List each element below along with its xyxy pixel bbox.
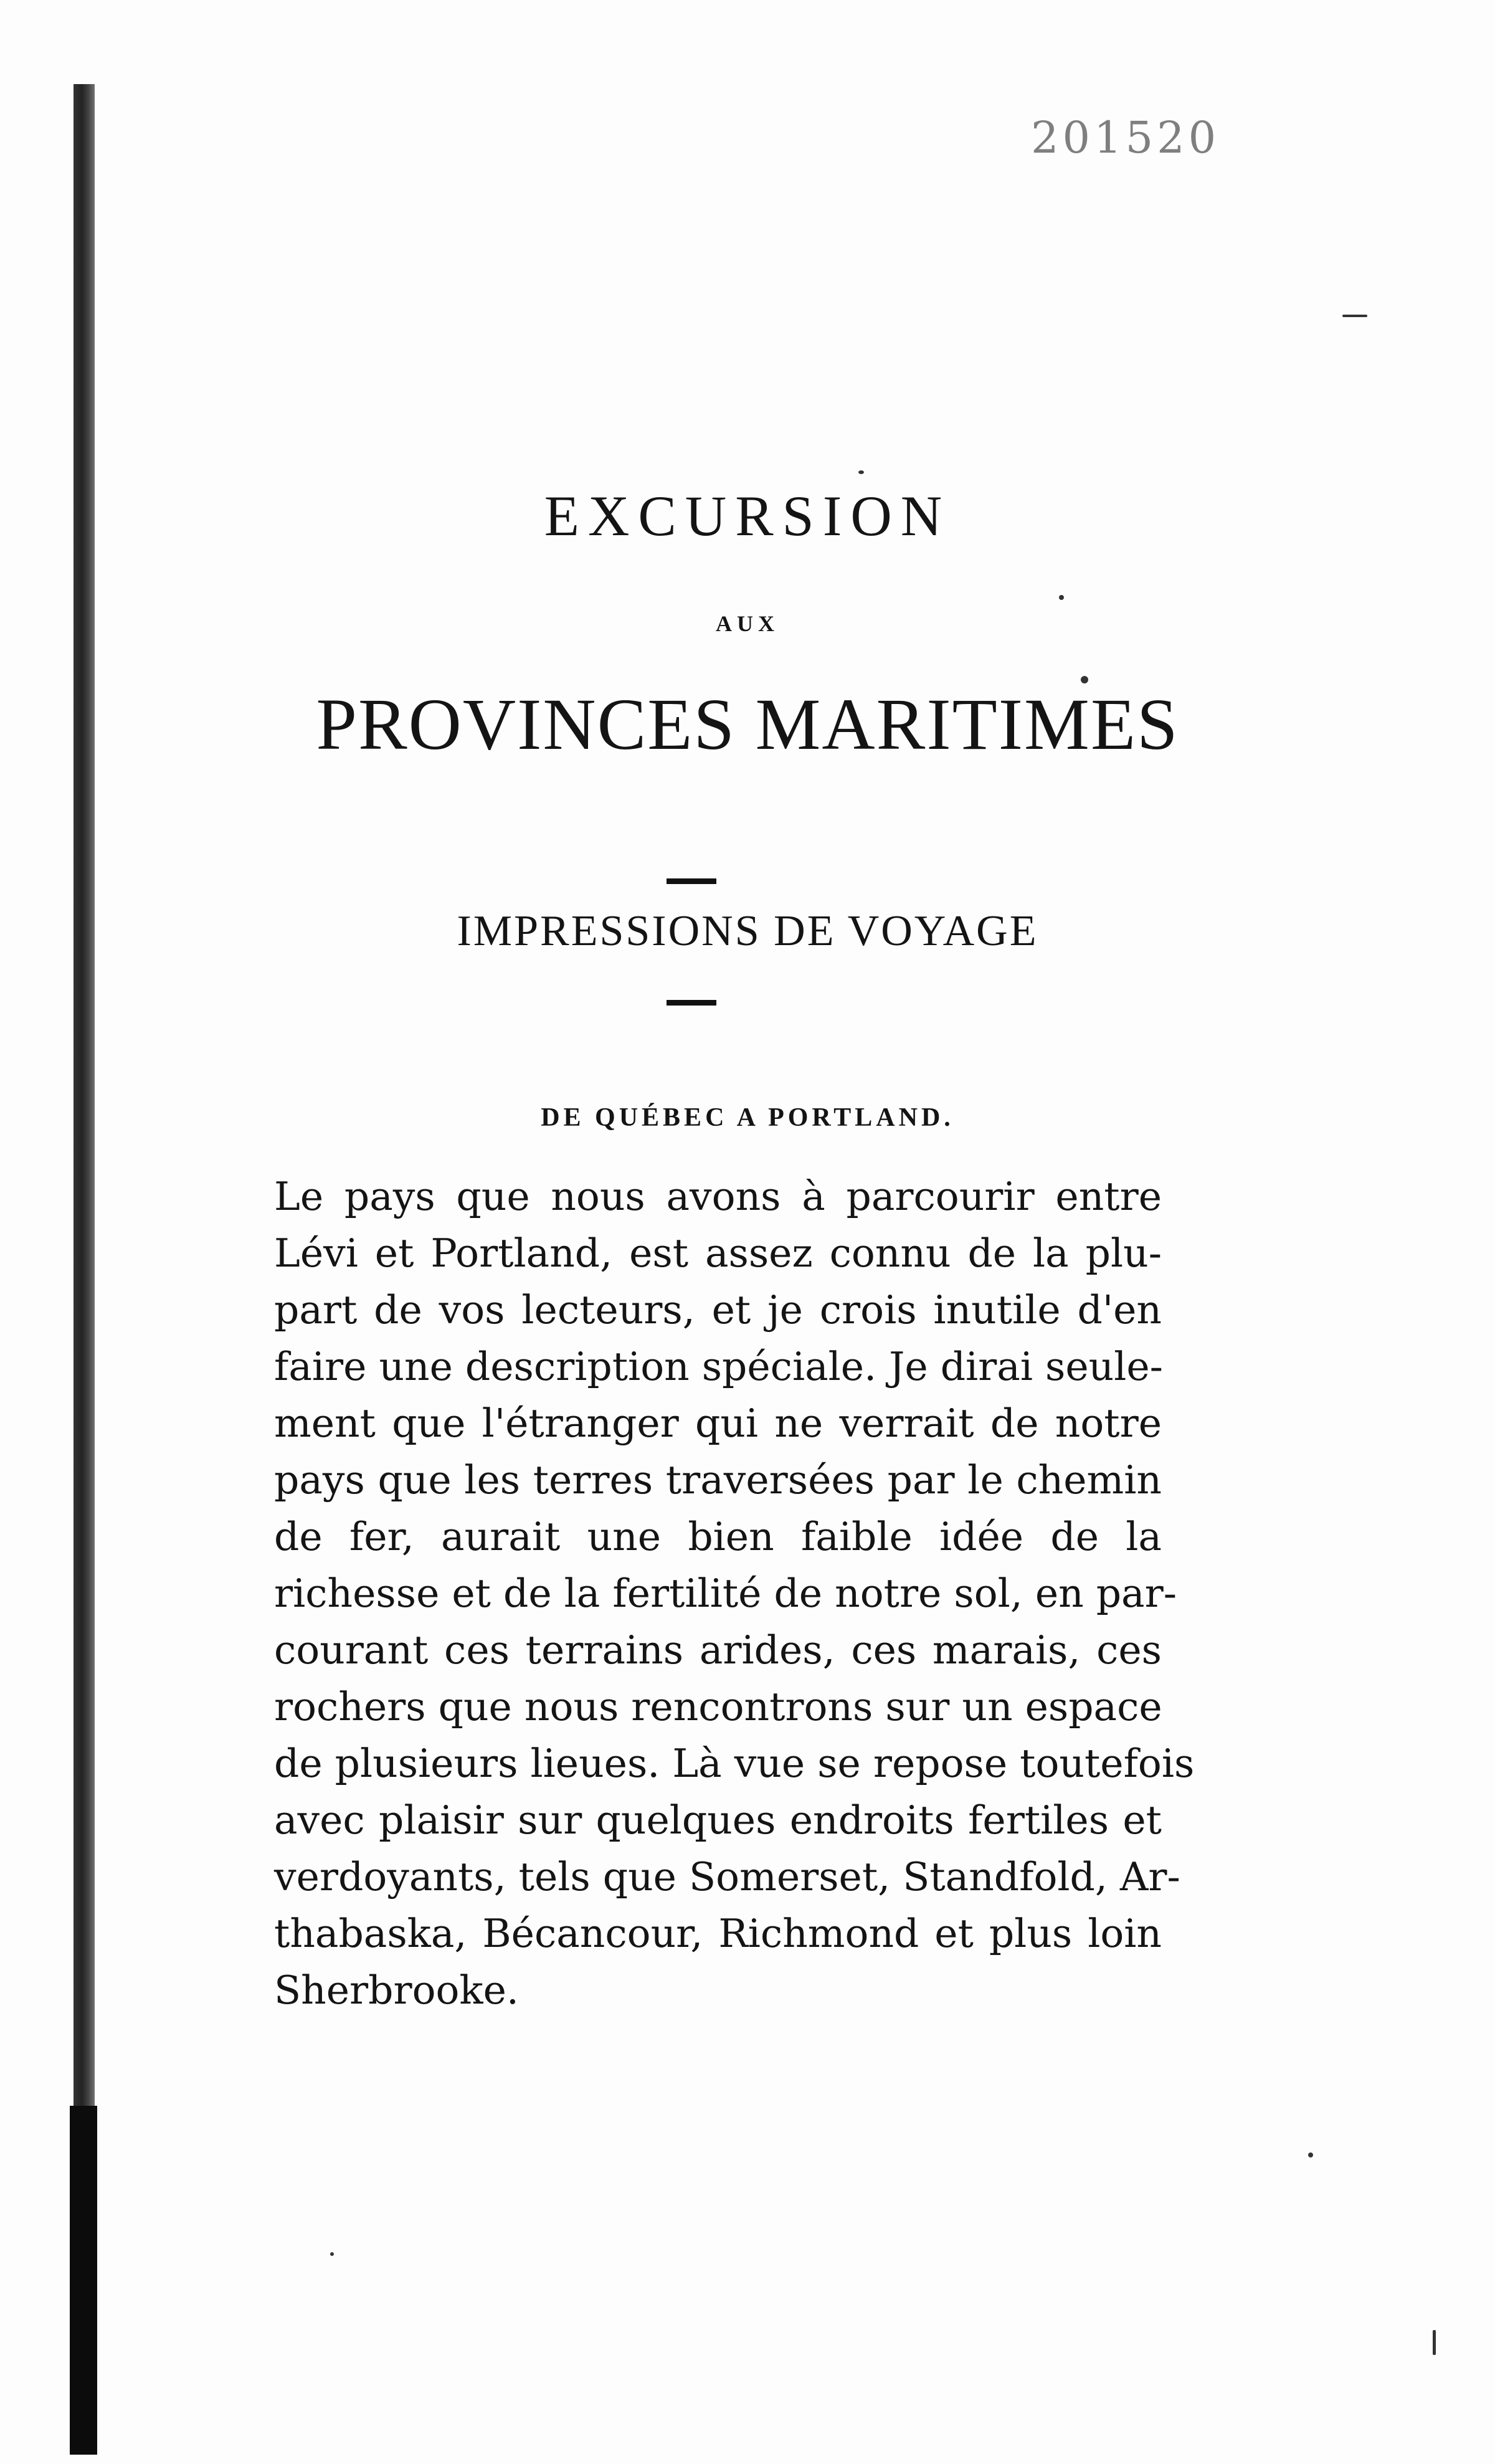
- paragraph-line: pays que les terres traversées par le chemin: [274, 1457, 1162, 1503]
- page-binding-shadow: [70, 2106, 97, 2455]
- scan-speck: [1059, 595, 1064, 600]
- paragraph-line: part de vos lecteurs, et je crois inutile d'en: [274, 1287, 1162, 1333]
- title-rule-top: [667, 878, 716, 884]
- title-connector: AUX: [716, 611, 779, 636]
- paragraph-line: de fer, aurait une bien faible idée de la: [274, 1514, 1162, 1559]
- book-subtitle: IMPRESSIONS DE VOYAGE: [457, 907, 1038, 955]
- page-binding-edge: [74, 84, 95, 2452]
- paragraph-line: richesse et de la fertilité de notre sol, en par-: [274, 1571, 1177, 1616]
- paragraph-line: avec plaisir sur quelques endroits fertiles et: [274, 1797, 1162, 1843]
- scan-speck: [330, 2252, 334, 2256]
- paragraph-line: Lévi et Portland, est assez connu de la plu-: [274, 1230, 1162, 1276]
- paragraph-line: de plusieurs lieues. Là vue se repose toutefois: [274, 1741, 1195, 1786]
- paragraph-line: rochers que nous rencontrons sur un espace: [274, 1684, 1162, 1729]
- scan-speck: [858, 470, 864, 474]
- section-heading: DE QUÉBEC A PORTLAND.: [541, 1103, 954, 1132]
- paragraph-line: courant ces terrains arides, ces marais, ces: [274, 1627, 1162, 1673]
- scan-speck: [1342, 315, 1367, 317]
- paragraph-line: verdoyants, tels que Somerset, Standfold, Ar-: [274, 1854, 1180, 1900]
- book-title-main: PROVINCES MARITIMES: [316, 683, 1179, 765]
- paragraph-line: thabaska, Bécancour, Richmond et plus loin: [274, 1911, 1162, 1956]
- scan-speck: [1433, 2330, 1436, 2355]
- paragraph-line: Sherbrooke.: [274, 1967, 519, 2013]
- body-paragraph: [215, 1168, 1195, 2019]
- paragraph-line: faire une description spéciale. Je dirai seule-: [274, 1344, 1163, 1389]
- scan-speck: [1308, 2152, 1313, 2157]
- paragraph-line: ment que l'étranger qui ne verrait de notre: [274, 1401, 1162, 1446]
- book-title: EXCURSION: [544, 484, 951, 548]
- paragraph-line: Le pays que nous avons à parcourir entre: [274, 1174, 1162, 1219]
- library-stamp-number: 201520: [1031, 112, 1220, 163]
- title-rule-bottom: [667, 1000, 716, 1006]
